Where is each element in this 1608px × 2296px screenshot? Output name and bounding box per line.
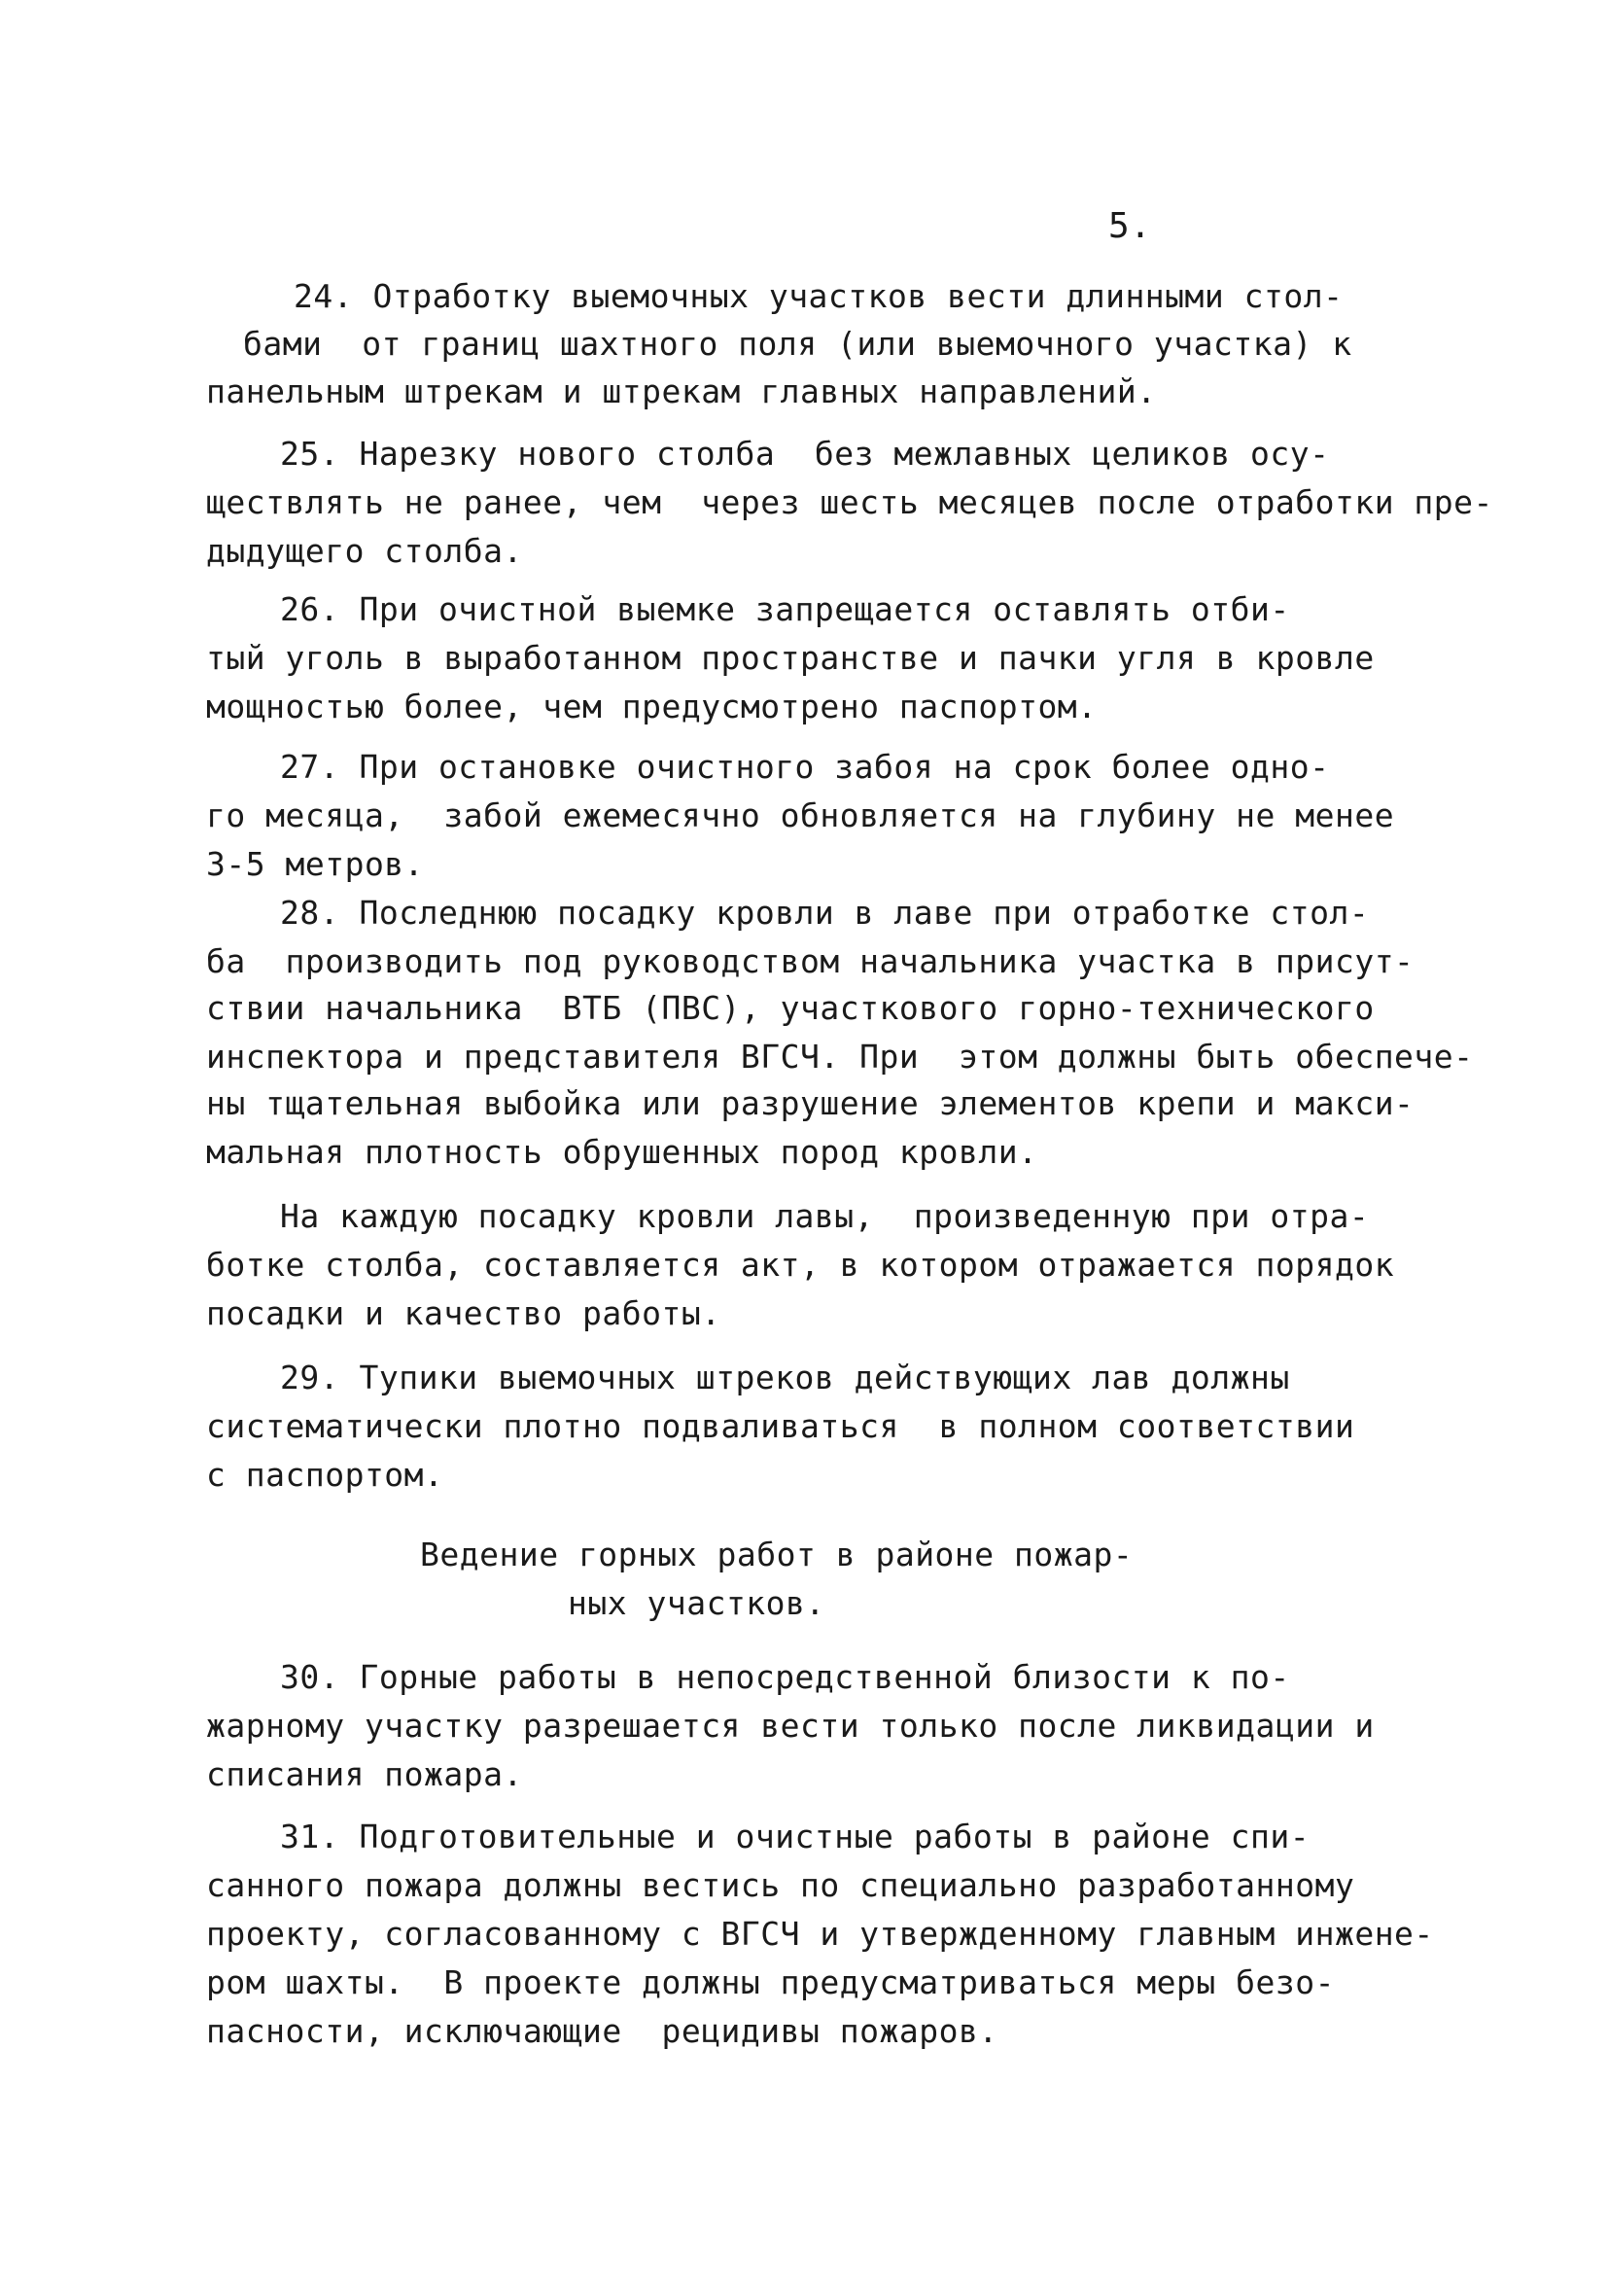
text-line: мальная плотность обрушенных пород кровли. (206, 1133, 1038, 1171)
text-line: мощностью более, чем предусмотрено паспортом. (206, 688, 1098, 725)
text-line: 29. Тупики выемочных штреков действующих лав должны (280, 1359, 1290, 1396)
text-line: инспектора и представителя ВГСЧ. При этом должны быть обеспече- (206, 1038, 1474, 1076)
text-line: тый уголь в выработанном пространстве и пачки угля в кровле (206, 639, 1375, 677)
text-line: 3-5 метров. (206, 845, 425, 883)
text-line: 27. При остановке очистного забоя на срок более одно- (280, 748, 1330, 786)
heading-line: Ведение горных работ в районе пожар- (420, 1536, 1134, 1573)
text-line: 26. При очистной выемке запрещается оставлять отби- (280, 590, 1290, 628)
page-number: 5. (1108, 206, 1152, 246)
text-line: санного пожара должны вестись по специально разработанному (206, 1866, 1355, 1904)
text-line: дыдущего столба. (206, 532, 523, 570)
text-line: На каждую посадку кровли лавы, произведенную при отра- (280, 1197, 1370, 1235)
text-line: 24. Отработку выемочных участков вести длинными стол- (294, 277, 1344, 315)
text-line: пасности, исключающие рецидивы пожаров. (206, 2012, 998, 2050)
text-line: 25. Нарезку нового столба без межлавных целиков осу- (280, 435, 1330, 473)
text-line: го месяца, забой ежемесячно обновляется на глубину не менее (206, 796, 1395, 834)
text-line: проекту, согласованному с ВГСЧ и утвержденному главным инжене- (206, 1915, 1434, 1953)
text-line: ром шахты. В проекте должны предусматриваться меры безо- (206, 1963, 1335, 2001)
text-line: ботке столба, составляется акт, в котором отражается порядок (206, 1246, 1395, 1284)
text-line: панельным штрекам и штрекам главных направлений. (206, 372, 1157, 410)
text-line: бами от границ шахтного поля (или выемочного участка) к (243, 325, 1352, 363)
text-line: систематически плотно подваливаться в полном соответствии (206, 1407, 1355, 1445)
text-line: ны тщательная выбойка или разрушение элементов крепи и макси- (206, 1084, 1415, 1122)
text-line: ствии начальника ВТБ (ПВС), участкового горно-технического (206, 989, 1375, 1027)
text-line: ба производить под руководством начальника участка в присут- (206, 942, 1415, 980)
text-line: жарному участку разрешается вести только после ликвидации и (206, 1707, 1375, 1745)
text-line: 31. Подготовительные и очистные работы в районе спи- (280, 1818, 1311, 1855)
text-line: ществлять не ранее, чем через шесть месяцев после отработки пре- (206, 483, 1493, 521)
text-line: посадки и качество работы. (206, 1294, 721, 1332)
text-line: 30. Горные работы в непосредственной близости к по- (280, 1658, 1290, 1696)
text-line: 28. Последнюю посадку кровли в лаве при отработке стол- (280, 894, 1370, 932)
text-line: списания пожара. (206, 1755, 523, 1793)
text-line: с паспортом. (206, 1456, 444, 1494)
heading-line: ных участков. (568, 1584, 825, 1622)
